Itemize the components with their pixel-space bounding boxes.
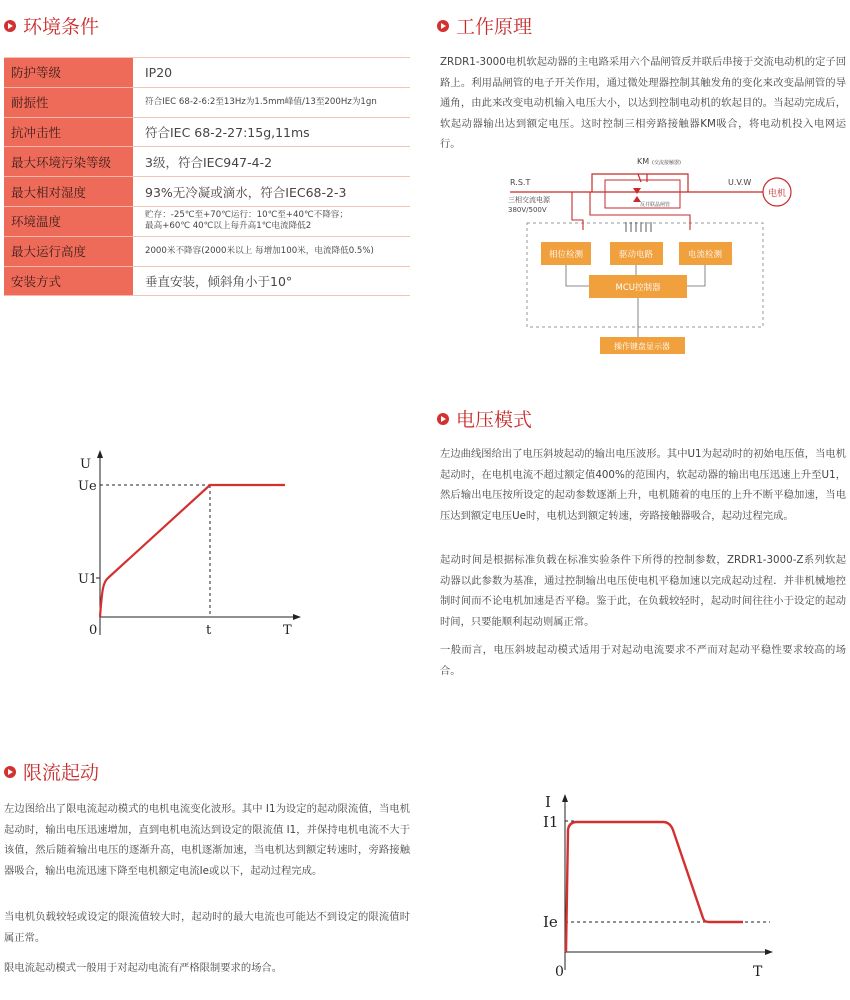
env-value-cell: IP20 bbox=[133, 58, 410, 88]
current-chart bbox=[535, 785, 780, 985]
env-key-cell: 安装方式 bbox=[4, 266, 133, 296]
voltage-paragraph-1: 左边曲线图给出了电压斜坡起动的输出电压波形。其中U1为起动时的初始电压值，当电机起动时，在电机电流不超过额定值400%的范围内，软起动器的输出电压迅速上升至U1，然后输出电压按所设定的起动参数逐渐上升，电机随着的电压的上升不断平稳加速，当电压达到额定电压Ue时，电机达到额定转速，旁路接触器吸合，起动过程完成。 bbox=[440, 448, 846, 522]
voltage-u1-label: U1 bbox=[78, 572, 98, 587]
principle-paragraph: ZRDR1-3000电机软起动器的主电路采用六个晶闸管反并联后串接于交流电动机的定子回路上。利用晶闸管的电子开关作用，通过微处理器控制其触发角的变化来改变晶闸管的导通角，由此来改变电动机输入电压大小，以达到控制电动机的软起目的。当起动完成后，软起动器输出达到额定电压。这时控制三相旁路接触器KM吸合，将电动机投入电网运行。 bbox=[440, 56, 846, 151]
voltage-t-label: t bbox=[206, 623, 212, 638]
bullet-icon bbox=[4, 766, 16, 778]
voltage-section-title bbox=[437, 405, 532, 432]
rst-label: R.S.T bbox=[510, 178, 531, 187]
voltage-ue-label: Ue bbox=[78, 479, 97, 494]
voltage-paragraph-3: 一般而言，电压斜坡起动模式适用于对起动电流要求不严而对起动平稳性要求较高的场合。 bbox=[440, 644, 846, 677]
env-row bbox=[4, 117, 410, 147]
supply-label-1: 三相交流电源 bbox=[508, 196, 550, 204]
voltage-paragraph-2: 起动时间是根据标准负载在标准实验条件下所得的控制参数，ZRDR1-3000-Z系列软起动器以此参数为基准，通过控制输出电压使电机平稳加速以完成起动过程．并非机械地控制时间而不论电机加速是否平稳。鉴于此，在负载较轻时，起动时间往往小于设定的起动时间，只要能顺利起动则属正常。 bbox=[440, 554, 846, 628]
current-paragraph-1: 左边图给出了限电流起动模式的电机电流变化波形。其中 I1为设定的起动限流值，当电机起动时，输出电压迅速增加，直到电机电流达到设定的限流值 I1，并保持电机电流不大于该值，然后随着输出电压的逐渐升高，电机逐渐加速，当电机达到额定转速时，旁路接触器吸合，输出电流迅速下降至电机额定电流Ie或以下，起动过程完成。 bbox=[4, 803, 410, 877]
current-origin-label: 0 bbox=[555, 964, 564, 980]
current-y-label: I bbox=[545, 793, 551, 811]
env-key-cell: 耐振性 bbox=[4, 87, 133, 117]
env-key-cell: 最大运行高度 bbox=[4, 236, 133, 266]
env-row bbox=[4, 58, 410, 88]
km-note: (交流接触器) bbox=[652, 160, 681, 166]
voltage-y-label: U bbox=[80, 457, 91, 472]
env-key-cell: 最大相对湿度 bbox=[4, 177, 133, 207]
env-table bbox=[4, 57, 410, 296]
phase-detect-label: 相位检测 bbox=[548, 250, 584, 260]
current-paragraph-3: 限电流起动模式一般用于对起动电流有严格限制要求的场合。 bbox=[4, 962, 283, 974]
env-value-cell: 贮存：-25℃至+70℃运行：10℃至+40℃不降容； 最高+60℃ 40℃以上每升高1℃电流降低2 bbox=[133, 206, 410, 236]
current-section-title bbox=[4, 758, 99, 785]
env-value-cell: 3级，符合IEC947-4-2 bbox=[133, 147, 410, 177]
env-key-cell: 最大环境污染等级 bbox=[4, 147, 133, 177]
env-key-cell: 抗冲击性 bbox=[4, 117, 133, 147]
voltage-origin-label: 0 bbox=[89, 623, 98, 638]
env-key-cell: 环境温度 bbox=[4, 206, 133, 236]
mcu-label: MCU控制器 bbox=[615, 283, 661, 293]
thyristor-label: 反并联晶闸管 bbox=[640, 202, 671, 208]
uvw-label: U.V.W bbox=[728, 178, 752, 187]
current-curve bbox=[566, 822, 743, 952]
voltage-title-text: 电压模式 bbox=[456, 409, 533, 431]
env-value-cell: 符合IEC 68-2-27:15g,11ms bbox=[133, 117, 410, 147]
thyristor-icon bbox=[633, 188, 641, 194]
current-ie-label: Ie bbox=[543, 913, 558, 931]
principle-title-text: 工作原理 bbox=[456, 16, 533, 38]
env-value-cell: 符合IEC 68-2-6:2至13Hz为1.5mm峰值/13至200Hz为1gn bbox=[133, 87, 410, 117]
bullet-icon bbox=[437, 20, 449, 32]
env-row bbox=[4, 87, 410, 117]
current-detect-label: 电流检测 bbox=[687, 250, 723, 260]
motor-label: 电机 bbox=[767, 189, 787, 199]
principle-section-title bbox=[437, 12, 532, 39]
env-value-cell: 垂直安装，倾斜角小于10° bbox=[133, 266, 410, 296]
voltage-x-label: T bbox=[283, 623, 292, 638]
voltage-chart bbox=[70, 440, 310, 650]
bullet-icon bbox=[4, 20, 16, 32]
env-key-cell: 防护等级 bbox=[4, 58, 133, 88]
bullet-icon bbox=[437, 413, 449, 425]
env-value-cell: 2000米不降容(2000米以上 每增加100米，电流降低0.5%) bbox=[133, 236, 410, 266]
drive-circuit-label: 驱动电路 bbox=[618, 250, 654, 260]
env-row bbox=[4, 206, 410, 236]
voltage-curve bbox=[100, 485, 285, 617]
env-section-title bbox=[4, 12, 99, 39]
keypad-label: 操作键盘显示器 bbox=[614, 342, 670, 351]
current-paragraph-2: 当电机负载较轻或设定的限流值较大时，起动时的最大电流也可能达不到设定的限流值时属正常。 bbox=[4, 911, 410, 944]
env-row bbox=[4, 266, 410, 296]
block-diagram bbox=[500, 150, 850, 355]
km-label: KM bbox=[637, 157, 650, 166]
current-x-label: T bbox=[753, 964, 763, 980]
env-row bbox=[4, 236, 410, 266]
supply-label-2: 380V/500V bbox=[508, 206, 547, 214]
current-i1-label: I1 bbox=[543, 813, 559, 831]
env-row bbox=[4, 147, 410, 177]
env-title-text: 环境条件 bbox=[23, 16, 100, 38]
env-value-cell: 93%无冷凝或滴水，符合IEC68-2-3 bbox=[133, 177, 410, 207]
current-title-text: 限流起动 bbox=[23, 762, 100, 784]
env-row bbox=[4, 177, 410, 207]
